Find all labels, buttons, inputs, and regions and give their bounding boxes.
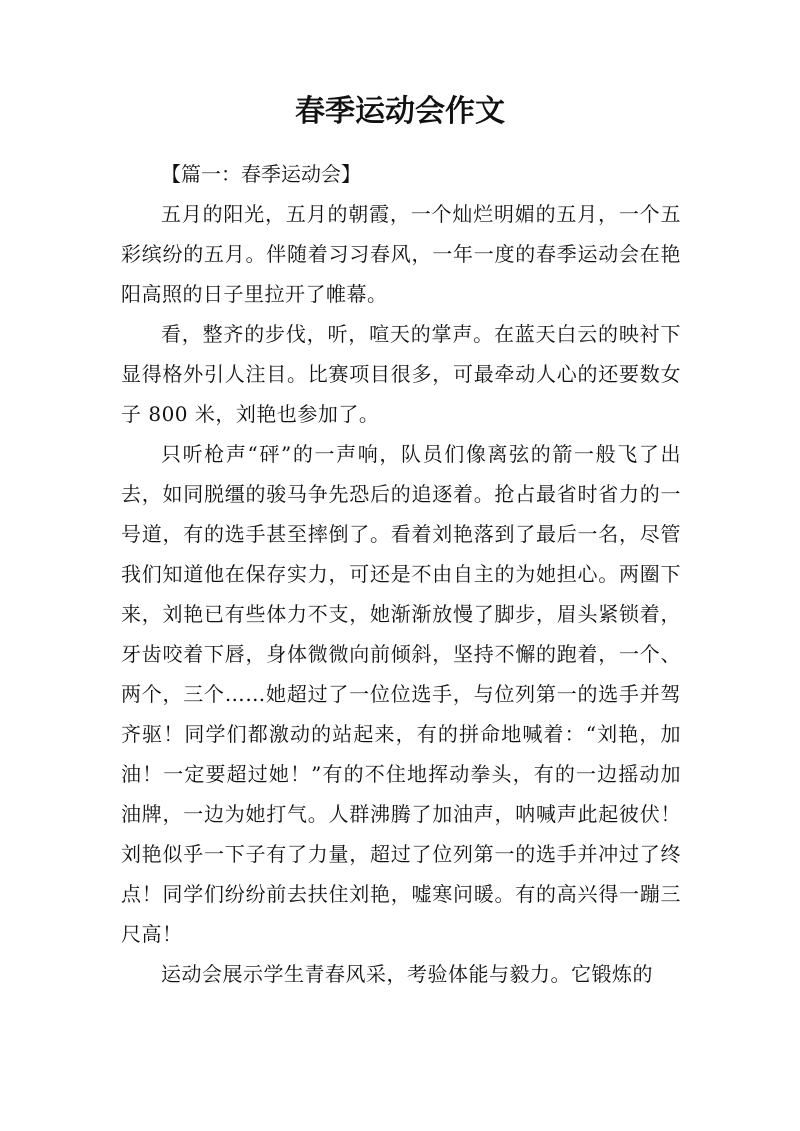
section-heading: 【篇一：春季运动会】 <box>161 162 361 186</box>
paragraph-1: 五月的阳光，五月的朝霞，一个灿烂明媚的五月，一个五彩缤纷的五月。伴随着习习春风，一年一度的春季运动会在艳阳高照的日子里拉开了帷幕。 <box>121 202 681 306</box>
paragraph-3: 只听枪声“砰”的一声响，队员们像离弦的箭一般飞了出去，如同脱缰的骏马争先恐后的追逐着。抢占最省时省力的一号道，有的选手甚至摔倒了。看着刘艳落到了最后一名，尽管我们知道他在保存实力，可还是不由自主的为她担心。两圈下来，刘艳已有些体力不支，她渐渐放慢了脚步，眉头紧锁着，牙齿咬着下唇，身体微微向前倾斜，坚持不懈的跑着，一个、两个，三个……她超过了一位位选手，与位列第一的选手并驾齐驱！同学们都激动的站起来，有的拼命地喊着：“刘艳，加油！一定要超过她！”有的不住地挥动拳头，有的一边摇动加油牌，一边为她打气。人群沸腾了加油声，呐喊声此起彼伏！刘艳似乎一下子有了力量，超过了位列第一的选手并冲过了终点！同学们纷纷前去扶住刘艳，嘘寒问暖。有的高兴得一蹦三尺高！ <box>121 442 681 946</box>
paragraph-4: 运动会展示学生青春风采，考验体能与毅力。它锻炼的 <box>161 962 653 986</box>
document-title: 春季运动会作文 <box>295 94 505 129</box>
document-body <box>121 154 681 994</box>
paragraph-2: 看，整齐的步伐，听，喧天的掌声。在蓝天白云的映衬下显得格外引人注目。比赛项目很多，可最牵动人心的还要数女子 800 米，刘艳也参加了。 <box>121 322 681 426</box>
